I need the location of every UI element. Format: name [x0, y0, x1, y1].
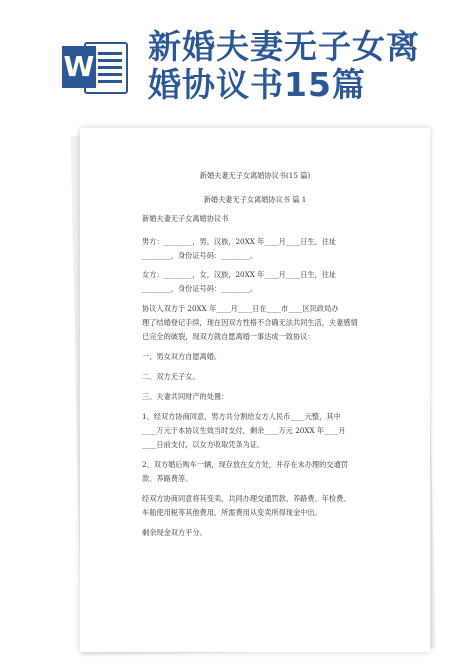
agreement-subtitle: 新婚夫妻无子女离婚协议书: [142, 214, 229, 223]
document-page: [80, 128, 430, 652]
property-para-3-line-2: 车船使用税等其他费用，所需费用从变卖所得现金中出。: [142, 508, 322, 517]
clause-1: 一、男女双方自愿离婚。: [142, 352, 222, 361]
agreement-line-2: 理了结婚登记手续，现在因双方性格不合确无法共同生活，夫妻感情: [142, 318, 358, 327]
title-line-2: 婚协议书15篇: [148, 65, 366, 104]
property-para-3-line-1: 经双方协商同意将其变卖，共同办理交通罚款、养路费、年检费、: [142, 494, 351, 503]
agreement-line-1: 协议人双方于 20XX 年____月____日在____市____区民政局办: [142, 304, 339, 313]
page-title: [148, 28, 468, 104]
property-para-1-line-3: ____日前支付，以女方收取凭条为证。: [142, 440, 265, 449]
property-para-4: 剩余现金双方平分。: [142, 528, 207, 537]
header-banner: [0, 0, 474, 120]
clause-3: 三、夫妻共同财产的处置：: [142, 392, 229, 401]
title-line-1: 新婚夫妻无子女离: [148, 27, 420, 66]
husband-info: 男方：________，男，汉族，20XX 年____月____日生，住址: [142, 237, 337, 246]
wife-id: ________，身份证号码：________。: [142, 284, 258, 293]
agreement-line-3: 已完全的破裂，现双方就自愿离婚一事达成一致协议：: [142, 332, 315, 341]
document-title: 新婚夫妻无子女离婚协议书(15 篇): [199, 171, 311, 180]
word-document-icon: [62, 38, 130, 96]
wife-info: 女方：________，女，汉族，20XX 年____月____日生，住址: [142, 270, 337, 279]
property-para-2-line-2: 款、养路费等。: [142, 474, 193, 483]
word-letter-badge: W: [62, 46, 96, 88]
clause-2: 二、双方无子女。: [142, 372, 200, 381]
section-title: 新婚夫妻无子女离婚协议书 篇 1: [203, 195, 307, 204]
property-para-1-line-2: ____万元于本协议生效当时支付，剩余____万元 20XX 年____月: [142, 426, 346, 435]
property-para-1-line-1: 1、经双方协商同意，男方共分割给女方人民币____元整，其中: [142, 412, 341, 421]
property-para-2-line-1: 2、双方婚后购车一辆，现存放在女方处，并存在未办理的交通罚: [142, 460, 348, 469]
husband-id: ________，身份证号码：________。: [142, 251, 258, 260]
